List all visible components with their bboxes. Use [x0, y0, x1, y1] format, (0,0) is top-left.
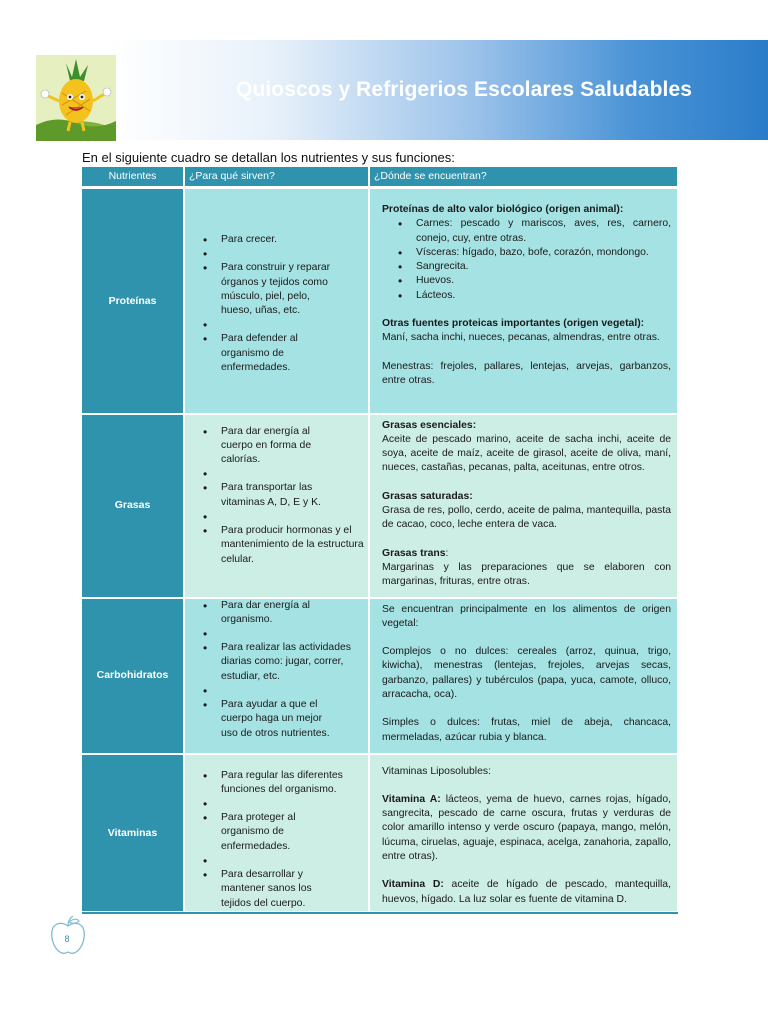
paragraph: Se encuentran principalmente en los alimentos de origen vegetal:	[382, 603, 671, 629]
nutrient-name-grasas: Grasas	[82, 414, 184, 598]
paragraph: aceite de hígado de pescado, mantequilla, huevos, hígado. La luz solar es fuente de vitamina D.	[382, 879, 671, 905]
list-item: • Para dar energía al cuerpo en forma de calorías.	[221, 425, 368, 468]
paragraph: Margarinas y las preparaciones que se elaboren con margarinas, frituras, entre otras.	[382, 561, 671, 588]
table-header-row	[82, 167, 678, 188]
spacer	[221, 510, 368, 524]
paragraph: Maní, sacha inchi, nueces, pecanas, almendras, entre otras.	[382, 332, 660, 344]
column-header-uses: ¿Para qué sirven?	[184, 167, 369, 188]
list-item: • Para crecer.	[221, 233, 368, 247]
section-title: Grasas saturadas:	[382, 490, 473, 502]
list-item: • Carnes: pescado y mariscos, aves, res, carnero, conejo, cuy, entre otras.	[416, 217, 671, 246]
section-title: Grasas trans	[382, 547, 446, 559]
sources-cell	[369, 414, 678, 598]
spacer	[221, 247, 368, 261]
list-item: • Para defender al organismo de enfermedades.	[221, 332, 368, 375]
column-header-sources: ¿Dónde se encuentran?	[369, 167, 678, 188]
nutrient-name-proteinas: Proteínas	[82, 188, 184, 414]
section-title: Grasas esenciales:	[382, 419, 477, 431]
uses-cell	[184, 414, 369, 598]
nutrients-table	[82, 167, 679, 913]
uses-cell	[184, 598, 369, 754]
sources-cell	[369, 188, 678, 414]
pineapple-mascot-icon	[36, 55, 116, 141]
paragraph: Aceite de pescado marino, aceite de sacha inchi, aceite de soya, aceite de maíz, aceite de girasol, aceite de oliva, maní, nueces, castañas, pecanas, palta, aceitunas, entre otros.	[382, 433, 671, 474]
uses-cell	[184, 754, 369, 912]
list-item: • Para transportar las vitaminas A, D, E y K.	[221, 481, 368, 510]
list-item: • Para construir y reparar órganos y tejidos como músculo, piel, pelo, hueso, uñas, etc.	[221, 261, 368, 318]
list-item: • Para realizar las actividades diarias como: jugar, correr, estudiar, etc.	[221, 641, 368, 684]
spacer	[221, 854, 368, 868]
list-item: • Para dar energía al organismo.	[221, 599, 368, 628]
list-item: • Vísceras: hígado, bazo, bofe, corazón, mondongo.	[416, 246, 671, 260]
list-item: • Lácteos.	[416, 289, 671, 303]
paragraph: lácteos, yema de huevo, carnes rojas, hígado, sangrecita, pescado de carne oscura, frutas y verduras de color amarillo intenso y verde oscuro (papaya, mango, melón, lúcuma, ciruelas, aguaje, espinaca, acelga, zanahoria, zapallo, entre otras).	[382, 793, 671, 862]
paragraph: Complejos o no dulces: cereales (arroz, quinua, trigo, kiwicha), menestras (lentejas, frejoles, arvejas secas, garbanzo, pallares) y tubérculos (papa, yuca, camote, olluco, arracacha, oca).	[382, 646, 671, 700]
list-item: • Para regular las diferentes funciones del organismo.	[221, 769, 368, 798]
list-item: • Huevos.	[416, 274, 671, 288]
intro-text: En el siguiente cuadro se detallan los nutrientes y sus funciones:	[82, 150, 455, 165]
spacer	[221, 684, 368, 698]
list-item: • Para producir hormonas y el mantenimiento de la estructura celular.	[221, 524, 368, 567]
list-item: • Para desarrollar y mantener sanos los tejidos del cuerpo.	[221, 868, 368, 911]
section-title: Vitamina A:	[382, 793, 441, 805]
list-item: • Para proteger al organismo de enfermedades.	[221, 811, 368, 854]
paragraph: Grasa de res, pollo, cerdo, aceite de palma, mantequilla, pasta de cacao, coco, leche entera de vaca.	[382, 504, 671, 531]
spacer	[221, 627, 368, 641]
nutrient-name-carbohidratos: Carbohidratos	[82, 598, 184, 754]
uses-cell	[184, 188, 369, 414]
nutrient-name-vitaminas: Vitaminas	[82, 754, 184, 912]
list-item: • Sangrecita.	[416, 260, 671, 274]
table-bottom-rule	[82, 912, 678, 914]
paragraph: Vitaminas Liposolubles:	[382, 765, 491, 777]
section-title: Otras fuentes proteicas importantes (origen vegetal):	[382, 318, 645, 330]
table-row	[82, 598, 678, 754]
paragraph: Simples o dulces: frutas, miel de abeja, chancaca, mermeladas, azúcar rubia y blanca.	[382, 717, 671, 743]
table-row	[82, 188, 678, 414]
spacer	[221, 318, 368, 332]
paragraph: Menestras: frejoles, pallares, lentejas, arvejas, garbanzos, entre otras.	[382, 360, 671, 386]
table-row	[82, 754, 678, 912]
page-title: Quioscos y Refrigerios Escolares Saludables	[236, 78, 692, 101]
sources-cell	[369, 754, 678, 912]
section-title: Proteínas de alto valor biológico (origen animal):	[382, 204, 624, 215]
section-title: Vitamina D:	[382, 879, 444, 891]
spacer	[221, 797, 368, 811]
list-item: • Para ayudar a que el cuerpo haga un mejor uso de otros nutrientes.	[221, 698, 368, 741]
column-header-nutrients: Nutrientes	[82, 167, 184, 188]
table-row	[82, 414, 678, 598]
spacer	[221, 467, 368, 481]
colon: :	[445, 547, 449, 559]
sources-cell	[369, 598, 678, 754]
page-number: 8	[64, 934, 70, 944]
